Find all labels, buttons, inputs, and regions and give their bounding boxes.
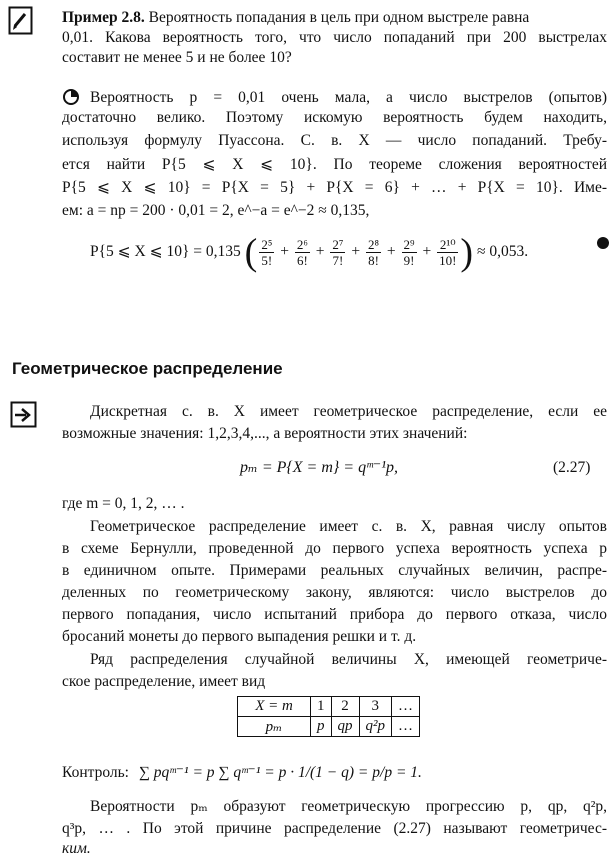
problem-line-1: Вероятность попадания в цель при одном выстреле равна — [148, 9, 530, 26]
formula-fraction — [402, 237, 417, 268]
para1-line-2: в схеме Бернулли, проведенной до первого успеха вероятность успеха p — [62, 540, 607, 557]
solution-line-3: используя формулу Пуассона. С. в. X — число попаданий. Требу- — [62, 132, 607, 149]
plus-sign: + — [418, 243, 436, 260]
plus-sign: + — [383, 243, 400, 260]
table-cell: 1 — [311, 697, 332, 717]
distribution-table — [237, 696, 420, 737]
table-cell: p — [311, 717, 332, 737]
main-equation: pₘ = P{X = m} = qᵐ⁻¹p, — [240, 459, 399, 476]
para1-line-5: первого попадания, число испытаний прибора до первого отказа, число — [62, 606, 607, 623]
solution-line-2: достаточно велико. Поэтому искомую вероятность будем находить, — [62, 109, 607, 126]
example-title: Пример 2.8. — [62, 9, 145, 26]
fraction-denominator: 5! — [261, 252, 273, 268]
last-line-2: q³p, … . По этой причине распределение (2.27) называют геометричес- — [62, 820, 607, 837]
where-line: где m = 0, 1, 2, … . — [62, 495, 185, 512]
plus-sign: + — [276, 243, 293, 260]
problem-line-3: составит не менее 5 и не более 10? — [62, 49, 292, 66]
def-line-2: возможные значения: 1,2,3,4,..., а вероятности этих значений: — [62, 425, 468, 442]
fraction-numerator: 2⁸ — [367, 236, 380, 252]
section-heading: Геометрическое распределение — [12, 359, 283, 378]
fraction-denominator: 7! — [332, 252, 344, 268]
plus-sign: + — [347, 243, 364, 260]
control-label: Контроль: — [62, 764, 129, 781]
solution-line-5: P{5 ⩽ X ⩽ 10} = P{X = 5} + P{X = 6} + … + P{X = 10}. Име- — [62, 179, 607, 196]
table-row — [238, 717, 420, 737]
fraction-denominator: 8! — [368, 252, 379, 268]
pencil-icon — [8, 6, 34, 41]
para2-line-2: ское распределение, имеет вид — [62, 673, 266, 690]
plus-sign: + — [311, 243, 329, 260]
formula-fraction — [259, 237, 274, 268]
fraction-denominator: 9! — [403, 252, 415, 268]
formula-fraction — [295, 237, 310, 268]
fraction-numerator: 2⁹ — [403, 236, 415, 252]
table-cell: q²p — [359, 717, 392, 737]
para2-line-1: Ряд распределения случайной величины X, имеющей геометриче- — [90, 651, 607, 668]
last-line-3: ким. — [62, 840, 91, 857]
formula-fraction — [437, 237, 458, 268]
table-cell: qp — [331, 717, 359, 737]
equation-number: (2.27) — [553, 459, 591, 476]
def-line-1: Дискретная с. в. X имеет геометрическое распределение, если ее — [90, 403, 607, 420]
control-line — [62, 763, 422, 783]
fraction-numerator: 2⁶ — [296, 236, 308, 252]
formula-fraction — [366, 237, 381, 268]
table-cell: 3 — [359, 697, 392, 717]
problem-line-2: 0,01. Какова вероятность того, что число попаданий при 200 выстрелах — [62, 29, 607, 46]
solution-line-6: ем: a = np = 200 · 0,01 = 2, e^−a = e^−2 ≈ 0,135, — [62, 202, 370, 219]
control-expression: ∑ pqᵐ⁻¹ = p ∑ qᵐ⁻¹ = p · 1/(1 − q) = p/p = 1. — [138, 764, 422, 781]
para1-line-1: Геометрическое распределение имеет с. в. X, равная числу опытов — [90, 518, 607, 535]
table-cell: … — [392, 717, 420, 737]
table-row — [238, 697, 420, 717]
para1-line-6: бросаний монеты до первого выпадения решки и т. д. — [62, 628, 417, 645]
solution-line-4: ется найти P{5 ⩽ X ⩽ 10}. По теореме сложения вероятностей — [62, 156, 607, 173]
para1-line-3: в единичном опыте. Примерами реальных случайных величин, распре- — [62, 562, 607, 579]
fraction-denominator: 10! — [439, 252, 457, 268]
solution-end-icon — [596, 236, 610, 255]
solution-line-1: Вероятность p = 0,01 очень мала, а число выстрелов (опытов) — [90, 89, 607, 106]
formula-fraction — [330, 237, 345, 268]
para1-line-4: деленных по геометрическому закону, являются: число выстрелов до — [62, 584, 607, 601]
example-line-1 — [62, 8, 607, 28]
fraction-numerator: 2¹⁰ — [437, 237, 458, 253]
table-cell: pₘ — [238, 717, 311, 737]
table-cell: … — [392, 697, 420, 717]
table-cell: X = m — [238, 697, 311, 717]
fraction-denominator: 6! — [296, 252, 308, 268]
poisson-formula: P{5 ⩽ X ⩽ 10} = 0,135 ( $\frac{\text{2⁵}}{5!}$ + $\frac{\text{2⁶}}{6!}$ + $\frac{\text{2⁷}}{7!}$ + $\frac{\text{2⁸}}{8!}$ + $\frac{\text{2⁹}}{9!}$ + $\frac{\text{2¹⁰}}{10!}$ ) ≈ 0,053. — [90, 231, 529, 274]
fraction-numerator: 2⁷ — [332, 236, 344, 252]
last-line-1: Вероятности pₘ образуют геометрическую прогрессию p, qp, q²p, — [90, 798, 607, 815]
fraction-numerator: 2⁵ — [261, 236, 273, 252]
formula-lhs: P{5 ⩽ X ⩽ 10} = 0,135 — [90, 243, 241, 260]
table-cell: 2 — [331, 697, 359, 717]
definition-icon — [10, 401, 38, 434]
formula-rhs: ≈ 0,053. — [476, 243, 529, 260]
